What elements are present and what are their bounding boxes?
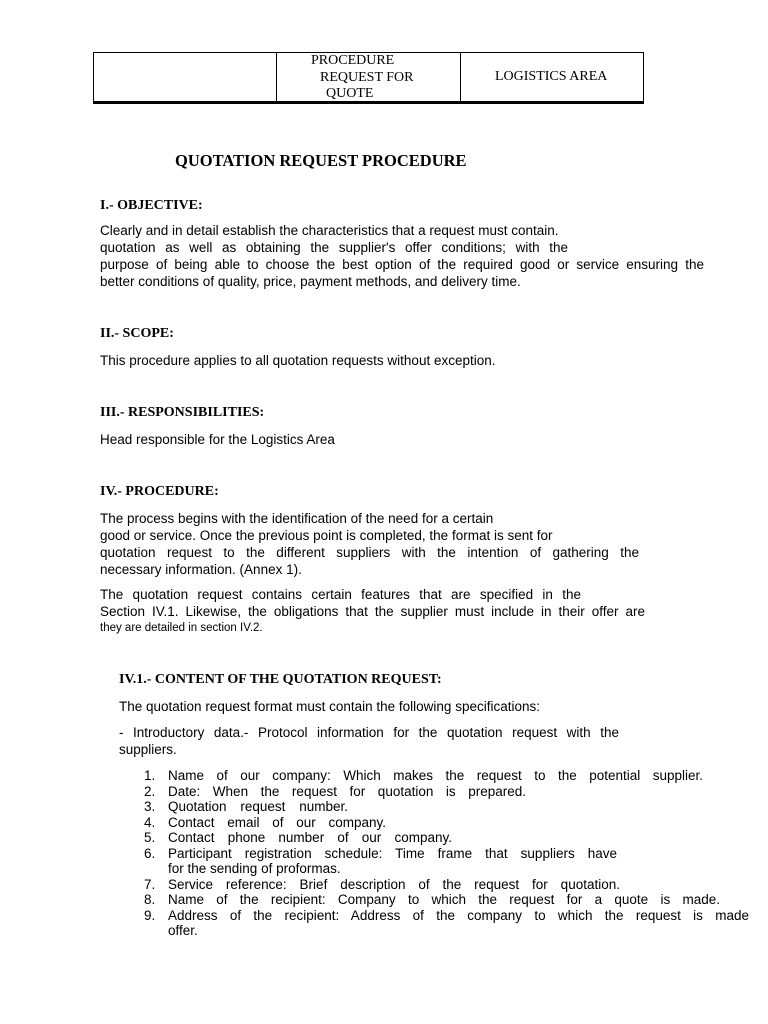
list-item — [144, 799, 348, 815]
list-item — [144, 908, 749, 939]
list-item-line: Address of the recipient: Address of the company to which the request is made — [168, 907, 749, 923]
section-heading-responsibilities: III.- RESPONSIBILITIES: — [100, 405, 265, 420]
paragraph-line: Section IV.1. Likewise, the obligations that the supplier must include in their offer are — [100, 604, 645, 619]
paragraph-line: necessary information. (Annex 1). — [100, 562, 302, 577]
section-heading-content: IV.1.- CONTENT OF THE QUOTATION REQUEST: — [119, 672, 442, 687]
list-item — [144, 815, 386, 831]
list-item-number: 9. — [144, 907, 156, 923]
header-area-cell — [461, 53, 643, 101]
list-item-line: Name of our company: Which makes the request to the potential supplier. — [168, 768, 703, 783]
list-item-line: Contact phone number of our company. — [168, 830, 452, 845]
list-item-line: for the sending of proformas. — [168, 861, 341, 876]
list-item — [144, 830, 452, 846]
list-item-line: Service reference: Brief description of the request for quotation. — [168, 876, 620, 892]
header-procedure-line: PROCEDURE — [311, 53, 395, 68]
list-item-line: Contact email of our company. — [168, 814, 386, 830]
paragraph-line: The quotation request contains certain features that are specified in the — [100, 587, 581, 602]
section-heading-objective: I.- OBJECTIVE: — [100, 198, 203, 213]
list-item — [144, 846, 617, 877]
list-item-line: Quotation request number. — [168, 799, 348, 814]
paragraph-line: good or service. Once the previous point is completed, the format is sent for — [100, 528, 553, 543]
list-item-number: 7. — [144, 876, 156, 892]
content-intro — [119, 698, 540, 715]
header-logo-cell — [94, 53, 277, 101]
specification-list — [144, 768, 749, 939]
list-item-line: Name of the recipient: Company to which the request for a quote is made. — [168, 892, 720, 907]
list-item-number: 8. — [144, 892, 156, 907]
paragraph-line: - Introductory data.- Protocol information for the quotation request with the — [119, 725, 619, 740]
list-item-number: 2. — [144, 783, 156, 799]
list-item-number: 4. — [144, 814, 156, 830]
section-heading-scope: II.- SCOPE: — [100, 326, 174, 341]
list-item — [144, 768, 703, 784]
list-item — [144, 892, 720, 908]
list-item-line: offer. — [168, 923, 198, 938]
header-procedure-line: REQUEST FOR — [320, 69, 414, 85]
procedure-paragraph-1 — [100, 510, 639, 578]
paragraph-line: they are detailed in section IV.2. — [100, 622, 263, 634]
list-item — [144, 784, 526, 800]
paragraph-line: This procedure applies to all quotation requests without exception. — [100, 353, 496, 368]
paragraph-line: purpose of being able to choose the best option of the required good or service ensuring the — [100, 257, 704, 272]
procedure-paragraph-2 — [100, 586, 645, 637]
responsibilities-text — [100, 431, 335, 448]
header-procedure-line: QUOTE — [326, 86, 374, 101]
header-procedure-cell — [277, 53, 461, 101]
scope-text — [100, 352, 496, 369]
objective-paragraph — [100, 222, 704, 290]
paragraph-line: The process begins with the identification of the need for a certain — [100, 511, 494, 526]
header-table — [93, 52, 644, 104]
section-heading-procedure: IV.- PROCEDURE: — [100, 484, 219, 499]
list-item-number: 3. — [144, 799, 156, 814]
list-item-number: 5. — [144, 830, 156, 845]
paragraph-line: better conditions of quality, price, payment methods, and delivery time. — [100, 274, 521, 289]
list-item-line: Date: When the request for quotation is prepared. — [168, 783, 526, 799]
introductory-data-paragraph — [119, 724, 619, 758]
header-area-text: LOGISTICS AREA — [495, 69, 608, 84]
list-item-number: 6. — [144, 845, 156, 861]
paragraph-line: Head responsible for the Logistics Area — [100, 432, 335, 447]
page-title: QUOTATION REQUEST PROCEDURE — [175, 151, 467, 170]
paragraph-line: The quotation request format must contain the following specifications: — [119, 699, 540, 714]
list-item-line: Participant registration schedule: Time frame that suppliers have — [168, 845, 617, 861]
list-item — [144, 877, 620, 893]
paragraph-line: suppliers. — [119, 742, 177, 757]
list-item-number: 1. — [144, 768, 156, 783]
paragraph-line: Clearly and in detail establish the characteristics that a request must contain. — [100, 223, 559, 238]
paragraph-line: quotation request to the different suppliers with the intention of gathering the — [100, 545, 639, 560]
paragraph-line: quotation as well as obtaining the supplier's offer conditions; with the — [100, 240, 568, 255]
